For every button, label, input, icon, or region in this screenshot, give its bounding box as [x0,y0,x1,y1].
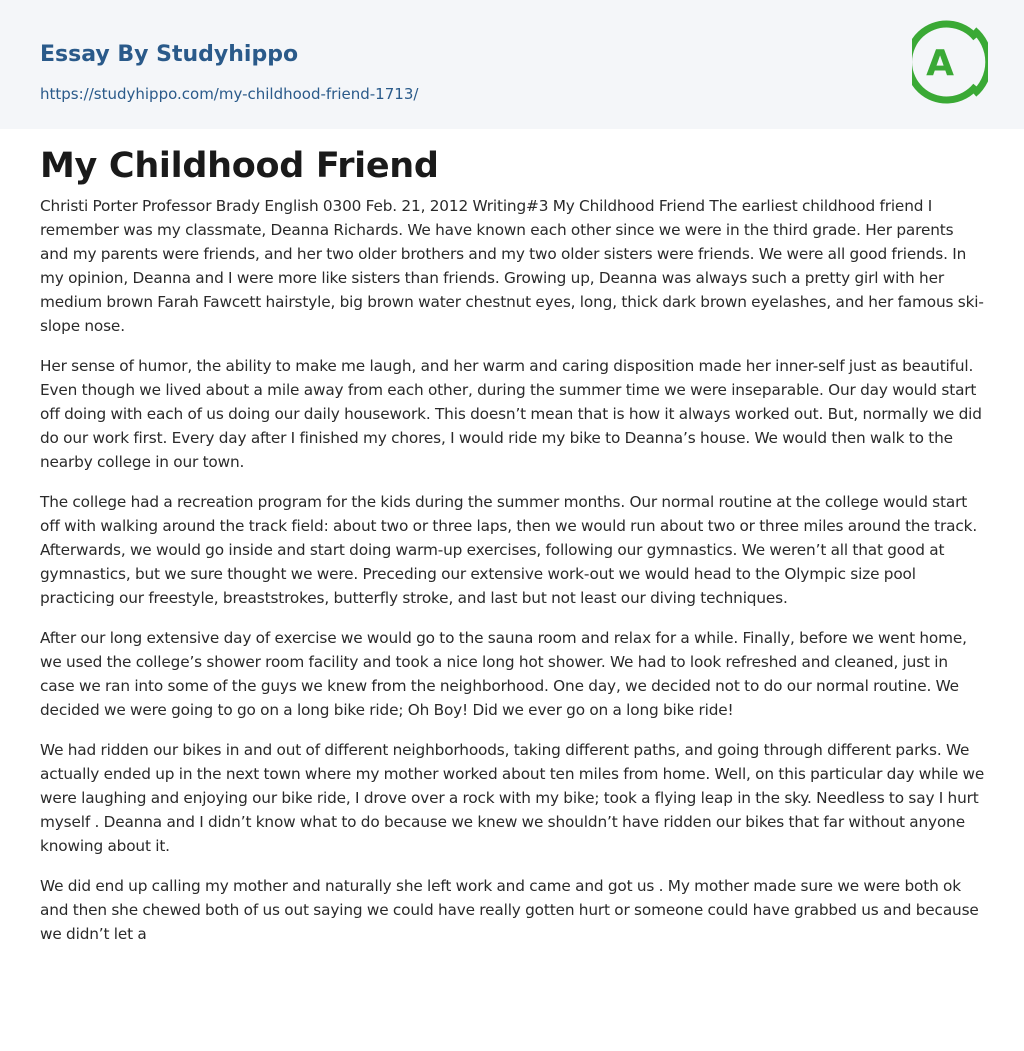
brand-title[interactable]: Essay By Studyhippo [40,42,299,67]
essay-title: My Childhood Friend [40,146,439,186]
essay-paragraph-2: Her sense of humor, the ability to make me laugh, and her warm and caring disposition made her inner-self just as beautiful. Even though we lived about a mile away from each other, during the summer time we were inseparable. Our day would start off doing with each of us doing our daily housework. This doesn’t mean that is how it always worked out. But, normally we did do our work first. Every day after I finished my chores, I would ride my bike to Deanna’s house. We would then walk to the nearby college in our town. [40,357,982,471]
essay-paragraph-3: The college had a recreation program for the kids during the summer months. Our normal routine at the college would start off with walking around the track field: about two or three laps, then we would run about two or three miles around the track. Afterwards, we would go inside and start doing warm-up exercises, following our gymnastics. We weren’t all that good at gymnastics, but we sure thought we were. Preceding our extensive work-out we would head to the Olympic size pool practicing our freestyle, breaststrokes, butterfly stroke, and last but not least our diving techniques. [40,493,978,607]
logo-letter: A [926,43,954,84]
essay-body [40,194,986,962]
studyhippo-logo-icon[interactable] [912,18,988,106]
site-header [0,0,1024,129]
page-url-link[interactable]: https://studyhippo.com/my-childhood-friend-1713/ [40,85,419,103]
essay-paragraph-1: Christi Porter Professor Brady English 0300 Feb. 21, 2012 Writing#3 My Childhood Friend The earliest childhood friend I remember was my classmate, Deanna Richards. We have known each other since we were in the third grade. Her parents and my parents were friends, and her two older brothers and my two older sisters were friends. We were all good friends. In my opinion, Deanna and I were more like sisters than friends. Growing up, Deanna was always such a pretty girl with her medium brown Farah Fawcett hairstyle, big brown water chestnut eyes, long, thick dark brown eyelashes, and her famous ski-slope nose. [40,197,984,335]
essay-paragraph-5: We had ridden our bikes in and out of different neighborhoods, taking different paths, and going through different parks. We actually ended up in the next town where my mother worked about ten miles from home. Well, on this particular day while we were laughing and enjoying our bike ride, I drove over a rock with my bike; took a flying leap in the sky. Needless to say I hurt myself . Deanna and I didn’t know what to do because we knew we shouldn’t have ridden our bikes that far without anyone knowing about it. [40,741,985,855]
essay-paragraph-4: After our long extensive day of exercise we would go to the sauna room and relax for a while. Finally, before we went home, we used the college’s shower room facility and took a nice long hot shower. We had to look refreshed and cleaned, just in case we ran into some of the guys we knew from the neighborhood. One day, we decided not to do our normal routine. We decided we were going to go on a long bike ride; Oh Boy! Did we ever go on a long bike ride! [40,629,967,719]
essay-paragraph-6: We did end up calling my mother and naturally she left work and came and got us . My mother made sure we were both ok and then she chewed both of us out saying we could have really gotten hurt or someone could have grabbed us and because we didn’t let a [40,877,979,943]
